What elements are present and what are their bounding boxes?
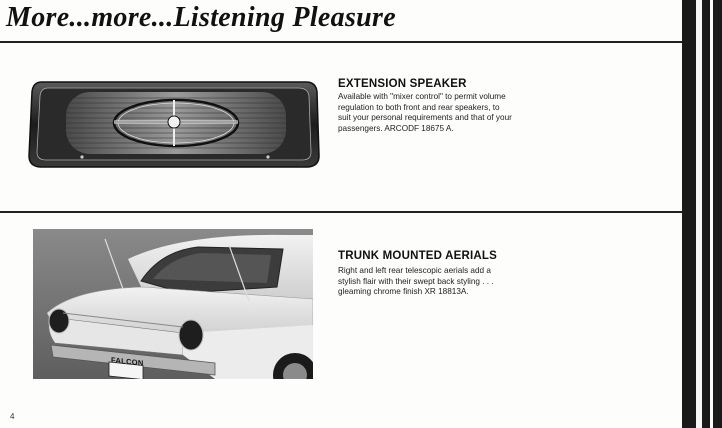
trunk-aerials-heading: TRUNK MOUNTED AERIALS [338, 250, 498, 262]
middle-divider [0, 211, 684, 213]
extension-speaker-description: Available with "mixer control" to permit volume regulation to both front and rear speakers, to suit your personal requirements and that of your passengers. ARCODF 18675 A. [338, 92, 512, 133]
trunk-aerials-description: Right and left rear telescopic aerials add a stylish flair with their swept back styling . . . gleaming chrome finish XR 18813A. [338, 266, 494, 297]
page-number: 4 [10, 412, 15, 421]
speaker-photo [28, 78, 320, 170]
page-title: More...more...Listening Pleasure [6, 2, 396, 33]
top-divider [0, 41, 684, 43]
license-plate-text: FALCON [111, 355, 144, 368]
decorative-stripes [682, 0, 722, 428]
extension-speaker-heading: EXTENSION SPEAKER [338, 78, 467, 90]
car-photo [33, 229, 313, 379]
